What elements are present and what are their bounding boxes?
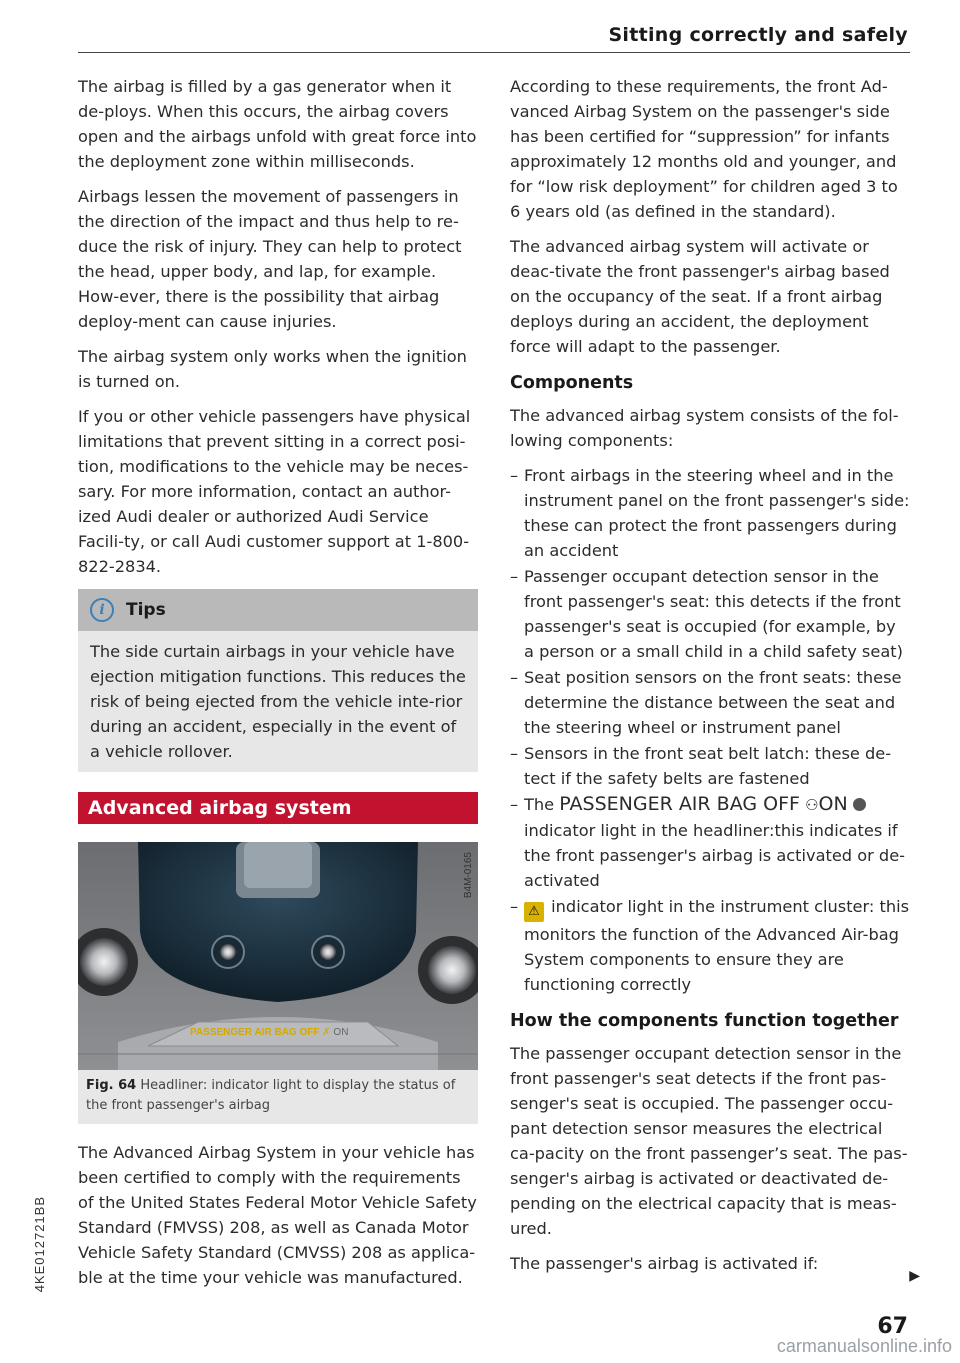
section-heading: Advanced airbag system [78, 792, 478, 824]
paragraph: If you or other vehicle passengers have physical limitations that prevent sitting in a correct posi-tion, modifications to the vehicle may be neces-sary. For more information, contact an author-ized Audi dealer or authorized Audi Service Facili-ty, or call Audi customer support at 1-800-822-2834. [78, 407, 471, 576]
list-item: – Seat position sensors on the front seats: these determine the distance between the seat and the steering wheel or instrument panel [510, 665, 910, 740]
airbag-warning-icon: ⚠ [524, 902, 544, 922]
list-item [510, 792, 910, 893]
list-item-the: The [524, 795, 555, 814]
list-item: – Sensors in the front seat belt latch: these de-tect if the safety belts are fastened [510, 741, 910, 791]
document-code: 4KE012721BB [32, 1196, 47, 1293]
airbag-on-icon [853, 798, 866, 811]
paragraph: The advanced airbag system consists of the fol-lowing components: [510, 406, 899, 450]
right-column [510, 74, 910, 1286]
paragraph: Airbags lessen the movement of passengers in the direction of the impact and thus help to re-duce the risk of injury. They can help to protect the head, upper body, and lap, for example. How-ever, there is the possibility that airbag deploy-ment can cause injuries. [78, 187, 462, 331]
info-icon: i [90, 598, 114, 622]
list-item [510, 894, 910, 997]
passenger-airbag-off-label: PASSENGER AIR BAG OFF [559, 793, 800, 815]
figure-indicator-pab: PASSENGER AIR BAG [190, 1027, 297, 1038]
tips-text: The side curtain airbags in your vehicle have ejection mitigation functions. This reduces the risk of being ejected from the vehicle inte-rior during an accident, especially in the event of a vehicle rollover. [90, 642, 466, 761]
headliner-figure [78, 842, 478, 1070]
continue-arrow-icon: ▶ [909, 1268, 920, 1284]
seat-occupant-icon: ⚇ [805, 796, 819, 814]
figure-label: Fig. 64 [86, 1078, 137, 1093]
watermark: carmanualsonline.info [776, 1336, 952, 1356]
heading-how-together: How the components function together [510, 1011, 899, 1031]
paragraph: According to these requirements, the front Ad-vanced Airbag System on the passenger's side has been certified for “suppression” for infants approximately 12 months old and younger, and for “low risk deployment” for children aged 3 to 6 years old (as defined in the standard). [510, 77, 898, 221]
paragraph: The passenger's airbag is activated if: [510, 1254, 819, 1273]
tips-body [78, 631, 478, 772]
list-item: – Passenger occupant detection sensor in the front passenger's seat: this detects if the front passenger's seat is occupied (for example, by a person or a small child in a child safety seat) [510, 564, 910, 664]
left-column [78, 74, 478, 1300]
paragraph: The airbag is filled by a gas generator when it de-ploys. When this occurs, the airbag covers open and the airbags unfold with great force into the deployment zone within milliseconds. [78, 77, 477, 171]
header-divider [78, 52, 910, 53]
tips-box [78, 589, 478, 772]
heading-components: Components [510, 373, 634, 393]
figure-indicator-off: OFF [299, 1027, 320, 1038]
list-item: – Front airbags in the steering wheel and in the instrument panel on the front passenger's side: these can protect the front passengers during an accident [510, 463, 910, 563]
list-item-text: indicator light in the headliner:this indicates if the front passenger's airbag is activated or de-activated [524, 821, 905, 890]
tips-header [78, 589, 478, 631]
paragraph: The airbag system only works when the ignition is turned on. [78, 347, 467, 391]
paragraph: The passenger occupant detection sensor in the front passenger's seat detects if the front pas-senger's seat is occupied. The passenger occu-pant detection sensor measures the electrical ca-pacity on the front passenger’s seat. The pas-senger's airbag is activated or deactivated de-pending on the electrical capacity that is meas-ured. [510, 1044, 908, 1238]
paragraph: The advanced airbag system will activate or deac-tivate the front passenger's airbag based on the occupancy of the seat. If a front airbag deploys during an accident, the deployment force will adapt to the passenger. [510, 237, 890, 356]
paragraph: The Advanced Airbag System in your vehicle has been certified to comply with the requirements of the United States Federal Motor Vehicle Safety Standard (FMVSS) 208, as well as Canada Motor Vehicle Safety Standard (CMVSS) 208 as applica-ble at the time your vehicle was manufactured. [78, 1143, 477, 1287]
tips-title: Tips [126, 600, 166, 620]
figure-indicator [190, 1027, 348, 1038]
figure-code: B4M-0165 [463, 852, 474, 899]
on-label: ON [818, 793, 848, 815]
list-item-text: indicator light in the instrument cluster: this monitors the function of the Advanced Air-bag System components to ensure they are functioning correctly [524, 897, 910, 994]
seat-occupant-icon: ✗ [322, 1027, 331, 1038]
running-header: Sitting correctly and safely [608, 24, 908, 46]
figure-caption [78, 1070, 478, 1124]
figure-indicator-on: ON [333, 1027, 349, 1038]
figure-caption-text: Headliner: indicator light to display the status of the front passenger's airbag [86, 1078, 456, 1113]
page-number: 67 [877, 1314, 908, 1339]
components-list [510, 463, 910, 997]
